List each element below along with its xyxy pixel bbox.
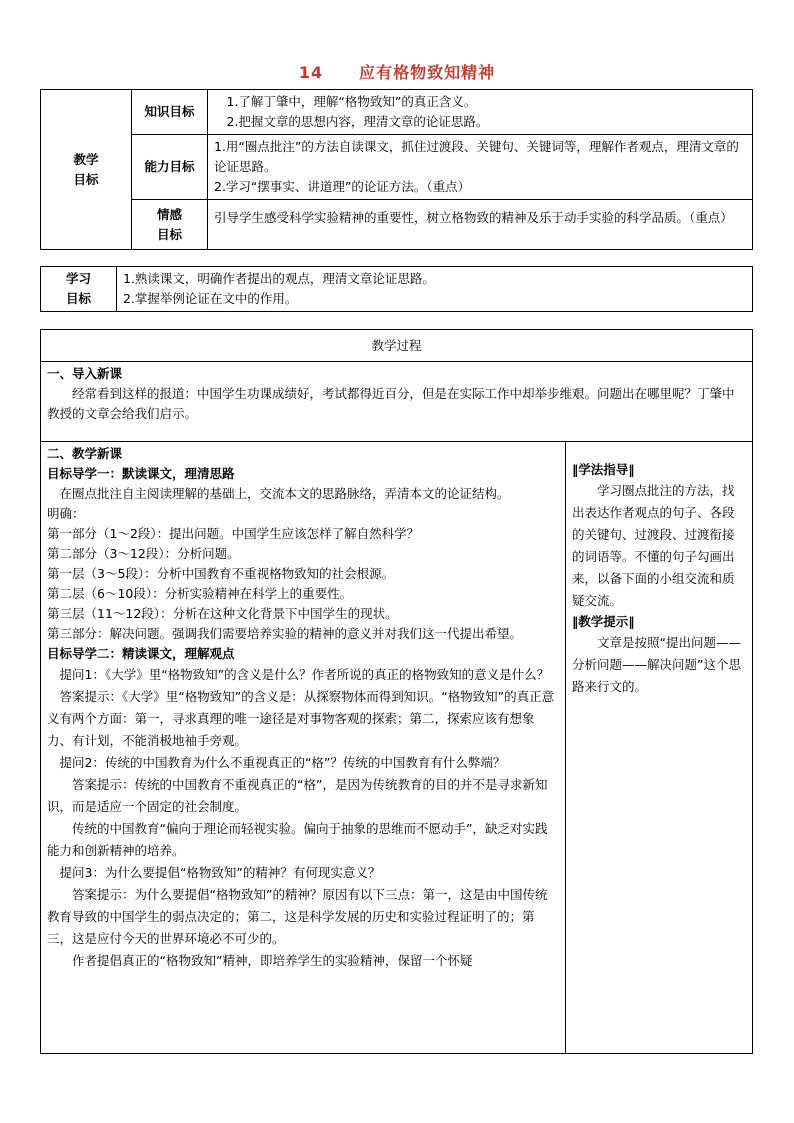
study-goal-line: 1.熟读课文，明确作者提出的观点，理清文章论证思路。 bbox=[123, 271, 435, 286]
emotion-goal-line: 引导学生感受科学实验精神的重要性，树立格物致的精神及乐于动手实验的科学品质。（重点） bbox=[214, 210, 733, 225]
emotion-goal-label: 情感 目标 bbox=[132, 200, 208, 250]
structure-line: 第二层（6～10段）：分析实验精神在科学上的重要性。 bbox=[47, 586, 353, 601]
method-guide-text: 学习圈点批注的方法，找出表达作者观点的句子、各段的关键句、过渡段、过渡衔接的词语等。不懂的句子勾画出来，以备下面的小组交流和质疑交流。 bbox=[572, 483, 735, 608]
guide2-title: 目标导学二：精读课文，理解观点 bbox=[47, 646, 235, 661]
ability-goal-line: 1.用“圈点批注”的方法自读课文，抓住过渡段、关键句、关键词等，理解作者观点，理清文章的论证思路。 bbox=[214, 139, 739, 174]
answer-3b: 作者提倡真正的“格物致知”精神，即培养学生的实验精神，保留一个怀疑 bbox=[72, 953, 473, 968]
teaching-tip-title: ‖教学提示‖ bbox=[572, 614, 635, 629]
lesson-title: 应有格物致知精神 bbox=[359, 63, 496, 82]
ability-goal-content bbox=[208, 135, 753, 200]
lesson-number: 14 bbox=[298, 63, 324, 82]
answer-2: 答案提示：传统的中国教育不重视真正的“格”，是因为传统教育的目的并不是寻求新知识，而是适应一个固定的社会制度。 bbox=[47, 777, 548, 814]
structure-line: 第三层（11～12段）：分析在这种文化背景下中国学生的现状。 bbox=[47, 606, 398, 621]
structure-line: 第一层（3～5段）：分析中国教育不重视格物致知的社会根源。 bbox=[47, 566, 395, 581]
new-lesson-section bbox=[41, 442, 566, 1054]
answer-2b: 传统的中国教育“偏向于理论而轻视实验。偏向于抽象的思维而不愿动手”，缺乏对实践能力和创新精神的培养。 bbox=[47, 821, 548, 858]
answer-3: 答案提示：为什么要提倡“格物致知”的精神？原因有以下三点：第一，这是由中国传统教育导致的中国学生的弱点决定的；第二，这是科学发展的历史和实验过程证明了的；第三，这是应付今天的世界环境必不可少的。 bbox=[47, 887, 548, 946]
clarify-label: 明确： bbox=[47, 506, 85, 521]
question-2: 提问2：传统的中国教育为什么不重视真正的“格”？传统的中国教育有什么弊端？ bbox=[59, 755, 506, 770]
method-guide-title: ‖学法指导‖ bbox=[572, 462, 635, 477]
study-goals-table bbox=[40, 266, 753, 312]
knowledge-goal-line: 1.了解丁肇中，理解“格物致知”的真正含义。 bbox=[226, 94, 477, 109]
intro-text: 经常看到这样的报道：中国学生功课成绩好，考试都得近百分，但是在实际工作中却举步维艰。问题出在哪里呢？丁肇中教授的文章会给我们启示。 bbox=[47, 386, 735, 421]
question-3: 提问3：为什么要提倡“格物致知”的精神？有何现实意义？ bbox=[59, 865, 381, 880]
answer-1: 答案提示：《大学》里“格物致知”的含义是：从探察物体而得到知识。“格物致知”的真正意义有两个方面：第一，寻求真理的唯一途径是对事物客观的探索；第二，探索应该有想象力、有计划，不能消极地袖手旁观。 bbox=[47, 689, 555, 748]
intro-title: 一、导入新课 bbox=[47, 366, 123, 381]
study-goals-content bbox=[117, 267, 753, 312]
ability-goal-label: 能力目标 bbox=[132, 135, 208, 200]
knowledge-goal-content bbox=[208, 90, 753, 135]
guide1-text: 在圈点批注自主阅读理解的基础上，交流本文的思路脉络，弄清本文的论证结构。 bbox=[59, 486, 510, 501]
question-1: 提问1：《大学》里“格物致知”的含义是什么？作者所说的真正的格物致知的意义是什么？ bbox=[59, 667, 550, 682]
structure-line: 第三部分：解决问题。强调我们需要培养实验的精神的意义并对我们这一代提出希望。 bbox=[47, 626, 523, 641]
knowledge-goal-label: 知识目标 bbox=[132, 90, 208, 135]
page-title bbox=[0, 60, 794, 83]
ability-goal-line: 2.学习“摆事实、讲道理”的论证方法。（重点） bbox=[214, 179, 471, 194]
teaching-tip-text: 文章是按照“提出问题——分析问题——解决问题”这个思路来行文的。 bbox=[572, 635, 741, 694]
process-header: 教学过程 bbox=[41, 330, 753, 362]
sidebar-notes bbox=[566, 442, 753, 1054]
structure-line: 第二部分（3～12段）：分析问题。 bbox=[47, 546, 240, 561]
new-lesson-title: 二、教学新课 bbox=[47, 446, 123, 461]
objectives-main-label: 教学 目标 bbox=[41, 90, 132, 250]
emotion-goal-content bbox=[208, 200, 753, 250]
study-goals-label: 学习 目标 bbox=[41, 267, 117, 312]
knowledge-goal-line: 2.把握文章的思想内容，理清文章的论证思路。 bbox=[226, 114, 489, 129]
objectives-table bbox=[40, 89, 753, 250]
process-table bbox=[40, 329, 753, 1054]
study-goal-line: 2.掌握举例论证在文中的作用。 bbox=[123, 291, 298, 306]
intro-section bbox=[41, 362, 753, 442]
guide1-title: 目标导学一：默读课文，理清思路 bbox=[47, 466, 235, 481]
structure-line: 第一部分（1～2段）：提出问题。中国学生应该怎样了解自然科学？ bbox=[47, 526, 420, 541]
